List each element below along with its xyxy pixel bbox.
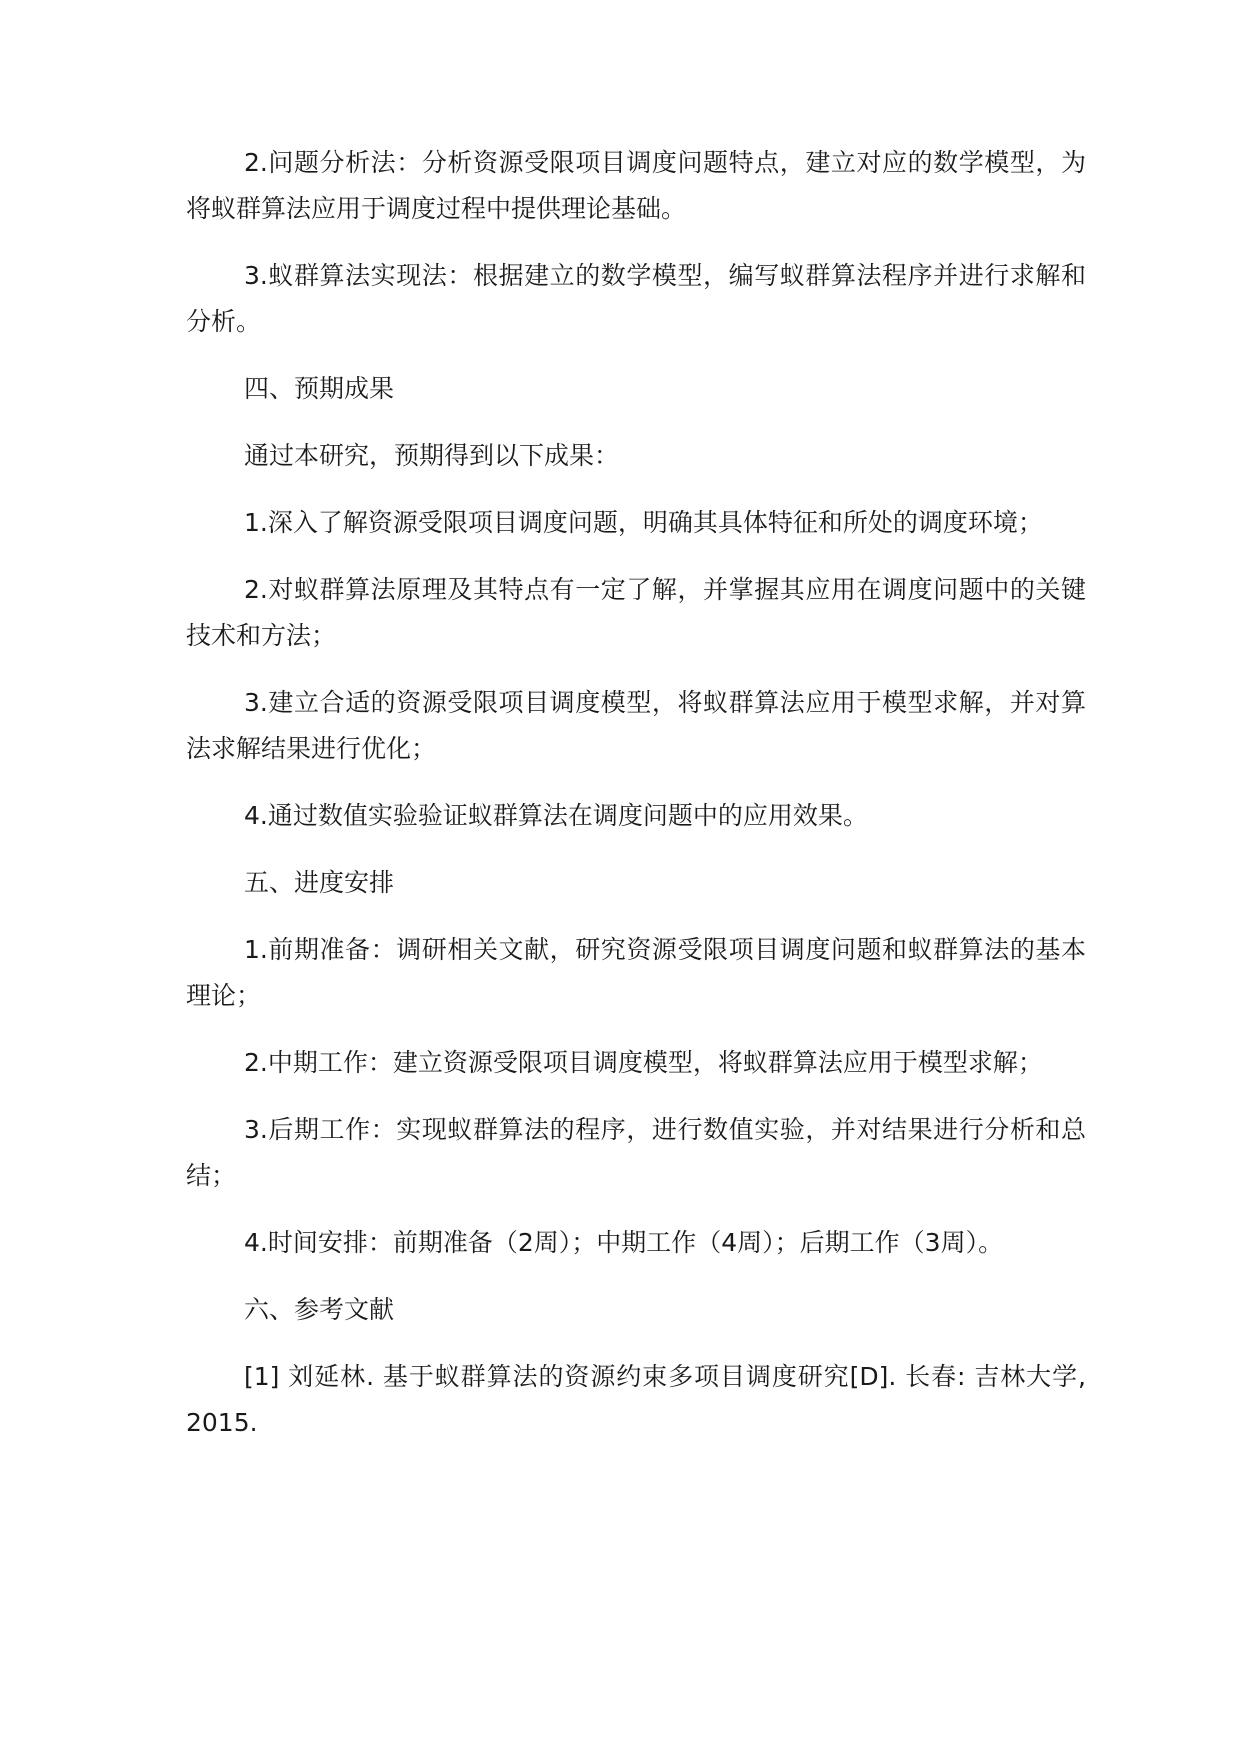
- section-heading-schedule: 五、进度安排: [244, 868, 395, 897]
- paragraph-expected-3: 3.建立合适的资源受限项目调度模型，将蚁群算法应用于模型求解，并对算法求解结果进行优化；: [186, 688, 1086, 763]
- paragraph-expected-2: 2.对蚁群算法原理及其特点有一定了解，并掌握其应用在调度问题中的关键技术和方法；: [186, 575, 1086, 650]
- paragraph-method-problem-analysis: 2.问题分析法：分析资源受限项目调度问题特点，建立对应的数学模型，为将蚁群算法应用于调度过程中提供理论基础。: [186, 148, 1086, 223]
- document-body: [186, 140, 1086, 1467]
- paragraph-expected-intro: 通过本研究，预期得到以下成果：: [244, 441, 620, 470]
- section-heading-expected-results: 四、预期成果: [244, 374, 395, 403]
- paragraph-schedule-2: 2.中期工作：建立资源受限项目调度模型，将蚁群算法应用于模型求解；: [244, 1048, 1043, 1077]
- paragraph-schedule-4: 4.时间安排：前期准备（2周）；中期工作（4周）；后期工作（3周）。: [244, 1228, 1004, 1257]
- paragraph-expected-4: 4.通过数值实验验证蚁群算法在调度问题中的应用效果。: [244, 801, 868, 830]
- paragraph-expected-1: 1.深入了解资源受限项目调度问题，明确其具体特征和所处的调度环境；: [244, 508, 1043, 537]
- reference-item-1: [1] 刘延林. 基于蚁群算法的资源约束多项目调度研究[D]. 长春: 吉林大学, 2015.: [186, 1362, 1086, 1437]
- section-heading-references: 六、参考文献: [244, 1295, 395, 1324]
- paragraph-method-ant-colony-implementation: 3.蚁群算法实现法：根据建立的数学模型，编写蚁群算法程序并进行求解和分析。: [186, 261, 1086, 336]
- paragraph-schedule-3: 3.后期工作：实现蚁群算法的程序，进行数值实验，并对结果进行分析和总结；: [186, 1115, 1086, 1190]
- paragraph-schedule-1: 1.前期准备：调研相关文献，研究资源受限项目调度问题和蚁群算法的基本理论；: [186, 935, 1086, 1010]
